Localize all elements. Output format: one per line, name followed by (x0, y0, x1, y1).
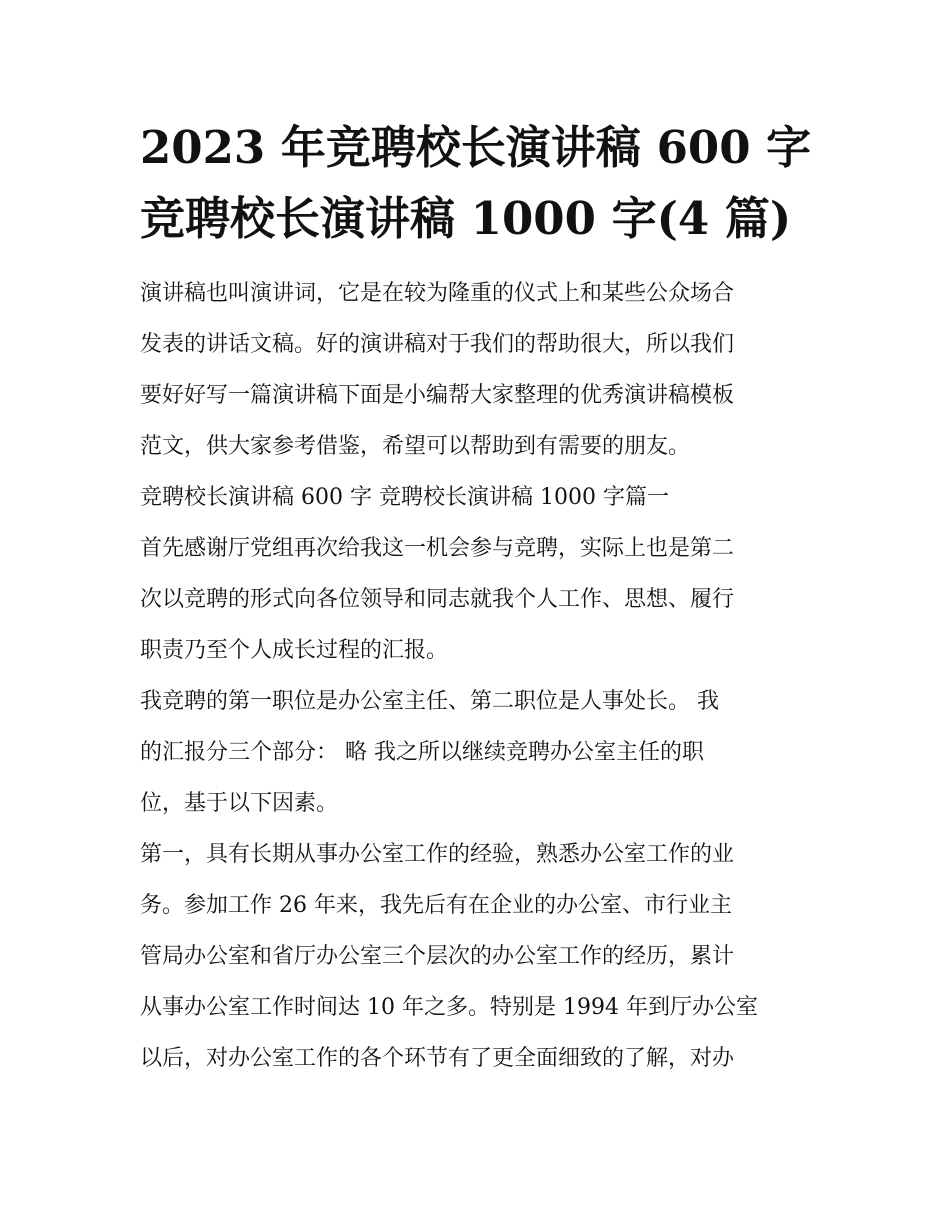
paragraph-3 (140, 829, 812, 1084)
text-line: 管局办公室和省厅办公室三个层次的办公室工作的经历，累计 (140, 944, 735, 969)
paragraph-2 (140, 676, 812, 829)
section-heading: 竞聘校长演讲稿 600 字 竞聘校长演讲稿 1000 字篇一 (140, 485, 669, 510)
document-body (140, 268, 812, 1084)
text-line: 务。参加工作 26 年来，我先后有在企业的办公室、市行业主 (140, 893, 732, 918)
text-line: 的汇报分三个部分： 略 我之所以继续竞聘办公室主任的职 (140, 740, 704, 765)
text-line: 职责乃至个人成长过程的汇报。 (140, 638, 449, 663)
text-line: 位，基于以下因素。 (140, 791, 339, 816)
text-line: 从事办公室工作时间达 10 年之多。特别是 1994 年到厅办公室 (140, 995, 758, 1020)
text-line: 我竞聘的第一职位是办公室主任、第二职位是人事处长。 我 (140, 689, 719, 714)
paragraph-1 (140, 523, 812, 676)
document-title (140, 112, 812, 254)
title-line: 竞聘校长演讲稿 1000 字(4 篇) (140, 192, 792, 245)
text-line: 次以竞聘的形式向各位领导和同志就我个人工作、思想、履行 (140, 587, 735, 612)
text-line: 发表的讲话文稿。好的演讲稿对于我们的帮助很大，所以我们 (140, 332, 735, 357)
document-page (140, 112, 812, 1084)
text-line: 首先感谢厅党组再次给我这一机会参与竞聘，实际上也是第二 (140, 536, 735, 561)
intro-paragraph (140, 268, 812, 472)
text-line: 演讲稿也叫演讲词，它是在较为隆重的仪式上和某些公众场合 (140, 281, 735, 306)
title-line: 2023 年竞聘校长演讲稿 600 字 (140, 121, 812, 174)
text-line: 以后，对办公室工作的各个环节有了更全面细致的了解，对办 (140, 1046, 735, 1071)
text-line: 第一，具有长期从事办公室工作的经验，熟悉办公室工作的业 (140, 842, 735, 867)
text-line: 范文，供大家参考借鉴，希望可以帮助到有需要的朋友。 (140, 434, 691, 459)
text-line: 要好好写一篇演讲稿下面是小编帮大家整理的优秀演讲稿模板 (140, 383, 735, 408)
